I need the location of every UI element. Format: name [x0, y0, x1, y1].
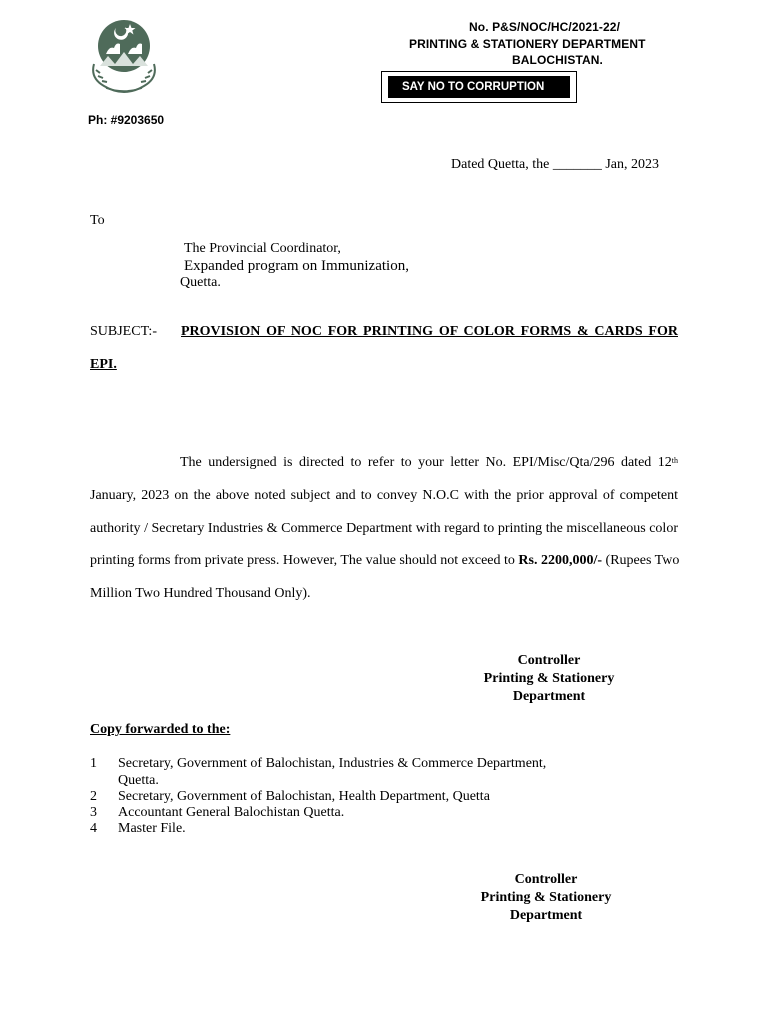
amount-value: Rs. 2200,000/-	[518, 553, 603, 568]
list-item-text: Secretary, Government of Balochistan, Industries & Commerce Department,	[118, 756, 547, 771]
list-item-text: Secretary, Government of Balochistan, Health Department, Quetta	[118, 789, 490, 804]
copy-forwarded-heading: Copy forwarded to the:	[90, 722, 231, 737]
subject-text-continued: EPI.	[90, 357, 117, 372]
to-label: To	[90, 213, 105, 228]
province-name: BALOCHISTAN.	[512, 53, 603, 67]
list-item-number: 2	[90, 789, 97, 804]
signature-department: Printing & Stationery	[483, 671, 615, 686]
body-line-1	[90, 455, 678, 471]
signature-title: Controller	[517, 653, 581, 668]
signature-block	[449, 652, 649, 706]
ordinal-superscript: th	[671, 456, 678, 465]
subject-label: SUBJECT:-	[90, 324, 157, 339]
list-item-number: 4	[90, 821, 97, 836]
list-item-text: Accountant General Balochistan Quetta.	[118, 805, 345, 820]
body-line-4-text: printing forms from private press. However, The value should not exceed to	[90, 553, 519, 568]
body-line-4	[90, 553, 678, 569]
body-line-4-tail: (Rupees Two	[602, 553, 680, 568]
address-line-1: The Provincial Coordinator,	[184, 241, 341, 256]
list-item-text: Master File.	[118, 821, 186, 836]
date-line: Dated Quetta, the _______ Jan, 2023	[451, 157, 660, 172]
signature-department-cont: Department	[509, 908, 583, 923]
body-line-2: January, 2023 on the above noted subject and to convey N.O.C with the prior approval of competent	[90, 488, 678, 503]
phone-number: Ph: #9203650	[88, 113, 165, 127]
anti-corruption-banner	[381, 71, 577, 103]
signature-block-copy	[446, 871, 646, 925]
signature-department-cont: Department	[512, 689, 586, 704]
address-line-3: Quetta.	[180, 275, 221, 290]
list-item-number: 1	[90, 756, 97, 771]
body-line-3: authority / Secretary Industries & Commerce Department with regard to printing the miscellaneous color	[90, 521, 678, 536]
anti-corruption-slogan: SAY NO TO CORRUPTION	[388, 76, 570, 98]
list-item-text: Quetta.	[118, 773, 159, 788]
body-line-1-text: The undersigned is directed to refer to your letter No. EPI/Misc/Qta/296 dated 12	[180, 455, 672, 470]
signature-department: Printing & Stationery	[480, 890, 612, 905]
reference-number: No. P&S/NOC/HC/2021-22/	[469, 20, 621, 34]
body-line-5: Million Two Hundred Thousand Only).	[90, 586, 311, 601]
department-name: PRINTING & STATIONERY DEPARTMENT	[409, 37, 646, 51]
government-seal-logo	[86, 14, 162, 98]
signature-title: Controller	[514, 872, 578, 887]
subject-text: PROVISION OF NOC FOR PRINTING OF COLOR FORMS & CARDS FOR	[181, 324, 678, 339]
list-item-number: 3	[90, 805, 97, 820]
address-line-2: Expanded program on Immunization,	[184, 258, 409, 274]
